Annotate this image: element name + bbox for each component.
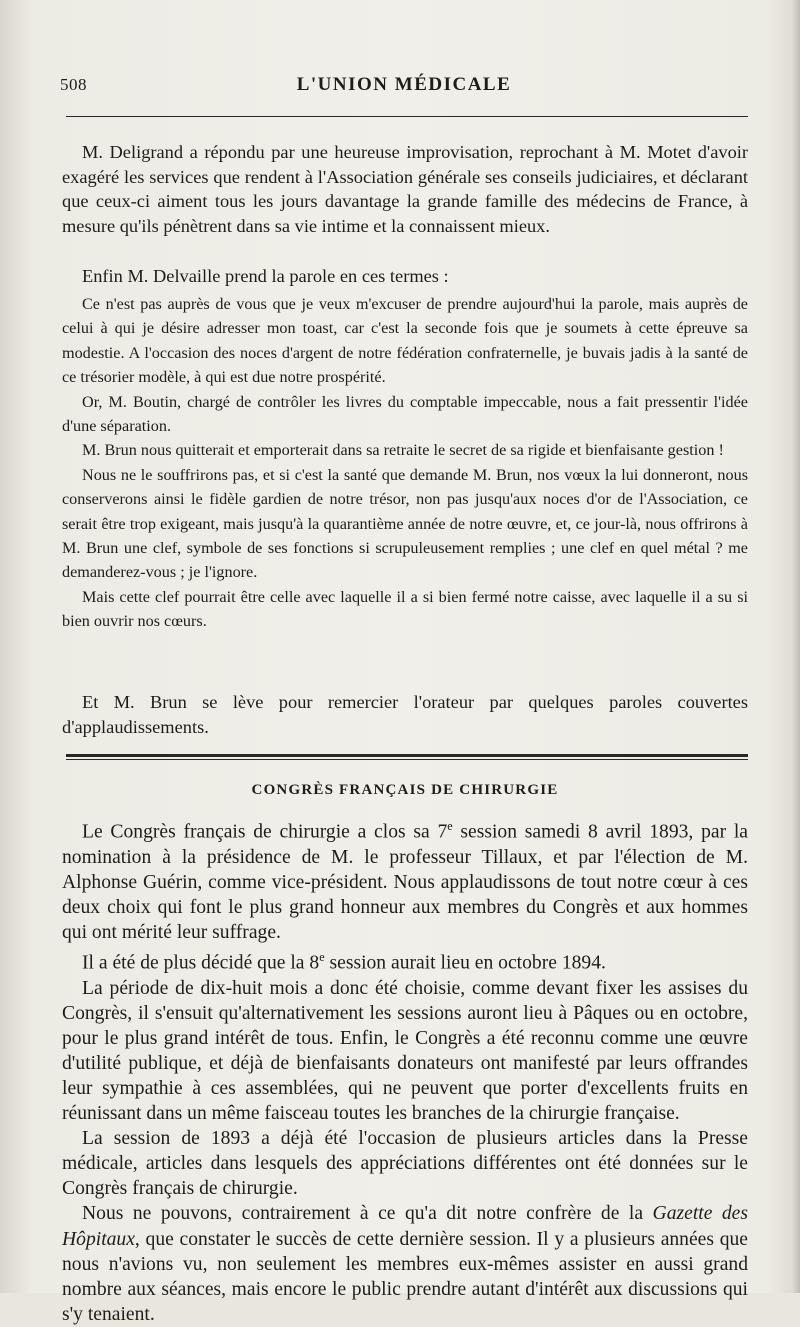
page-number: 508: [60, 75, 87, 94]
article-paragraph: La session de 1893 a déjà été l'occasion de plusieurs articles dans la Presse médicale, articles dans lesquels des appréciations différentes ont été données sur le Congrès français de chirurgie.: [62, 1128, 748, 1200]
ordinal-suffix: e: [319, 950, 325, 964]
page-header: [60, 74, 748, 104]
paragraph-text: , que constater le succès de cette dernière session. Il y a plusieurs années que nous n'avions vu, non seulement les membres eux-mêmes assister en aussi grand nombre aux séances, mais encore le public prendre autant d'intérêt aux discussions qui s'y tenaient.: [62, 1228, 748, 1325]
paragraph-text: session samedi 8 avril 1893, par la nomination à la présidence de M. le professeur Tillaux, et par l'élection de M. Alphonse Guérin, comme vice-président. Nous applaudissons de tout notre cœur à ces deux choix qui font le plus grand honneur aux membres du Congrès et aux hommes qui ont mérité leur suffrage.: [62, 821, 748, 943]
cited-journal: Gazette des Hôpitaux: [62, 1203, 749, 1250]
section-rule-thin: [66, 759, 748, 760]
header-rule: [66, 116, 748, 117]
speech-paragraph-2: [62, 264, 748, 289]
paragraph-text: Nous ne pouvons, contrairement à ce qu'a dit notre confrère de la: [82, 1203, 653, 1225]
congres-article: [62, 814, 748, 1327]
article-paragraph: La période de dix-huit mois a donc été choisie, comme devant fixer les assises du Congrès, il s'ensuit qu'alternativement les sessions auront lieu à Pâques ou en octobre, pour le plus grand intérêt de tous. Enfin, le Congrès a été reconnu comme une œuvre d'utilité publique, et déjà de bienfaisants donateurs ont manifesté par leurs offrandes leur sympathie à ces assemblées, qui ne peuvent que porter d'excellents fruits en réunissant dans un même faisceau toutes les branches de la chirurgie française.: [62, 977, 748, 1125]
paragraph-text: session aurait lieu en octobre 1894.: [324, 952, 606, 974]
quote-paragraph: M. Brun nous quitterait et emporterait dans sa retraite le secret de sa rigide et bienfaisante gestion !: [82, 441, 724, 460]
journal-title: L'UNION MÉDICALE: [296, 74, 512, 95]
section-title: CONGRÈS FRANÇAIS DE CHIRURGIE: [251, 782, 559, 798]
quote-paragraph: Mais cette clef pourrait être celle avec laquelle il a si bien fermé notre caisse, avec laquelle il a su si bien ouvrir nos cœurs.: [62, 587, 748, 631]
speech-paragraph-closing: [62, 690, 748, 739]
speech-paragraph-1: [62, 140, 748, 238]
paragraph-text: Enfin M. Delvaille prend la parole en ces termes :: [82, 266, 449, 286]
paragraph-text: Le Congrès français de chirurgie a clos sa 7: [82, 821, 448, 843]
article-paragraph: [62, 814, 748, 945]
quote-paragraph: Or, M. Boutin, chargé de contrôler les livres du comptable impeccable, nous a fait pressentir l'idée d'une séparation.: [62, 392, 748, 436]
article-paragraph: [62, 1201, 748, 1326]
page-edge-shadow: [792, 0, 800, 1293]
section-rule-thick: [66, 754, 748, 757]
paragraph-text: Il a été de plus décidé que la 8: [82, 952, 320, 974]
quote-paragraph: Ce n'est pas auprès de vous que je veux m'excuser de prendre aujourd'hui la parole, mais auprès de celui à qui je désire adresser mon toast, car c'est la seconde fois que je soumets à cette épreuve sa modestie. A l'occasion des noces d'argent de notre fédération confraternelle, je buvais jadis à la santé de ce trésorier modèle, à qui est due notre prospérité.: [62, 295, 748, 387]
paragraph-text: M. Deligrand a répondu par une heureuse improvisation, reprochant à M. Motet d'avoir exagéré les services que rendent à l'Association générale ses conseils judiciaires, et déclarant que ceux-ci aiment tous les jours davantage la grande famille des médecins de France, à mesure qu'ils pénètrent dans sa vie intime et la connaissent mieux.: [62, 142, 748, 236]
ordinal-suffix: e: [447, 819, 453, 833]
paragraph-text: Et M. Brun se lève pour remercier l'orateur par quelques paroles couvertes d'applaudissements.: [62, 692, 748, 737]
toast-quote: [62, 292, 748, 634]
article-paragraph: [62, 945, 748, 976]
quote-paragraph: Nous ne le souffrirons pas, et si c'est la santé que demande M. Brun, nos vœux la lui donneront, nous conserverons ainsi le fidèle gardien de notre trésor, non pas jusqu'aux noces d'or de l'Association, ce serait être trop exigeant, mais jusqu'à la quarantième année de notre œuvre, et, ce jour-là, nous offrirons à M. Brun une clef, symbole de ses fonctions si scrupuleusement remplies ; une clef en quel métal ? me demanderez-vous ; je l'ignore.: [62, 465, 748, 582]
